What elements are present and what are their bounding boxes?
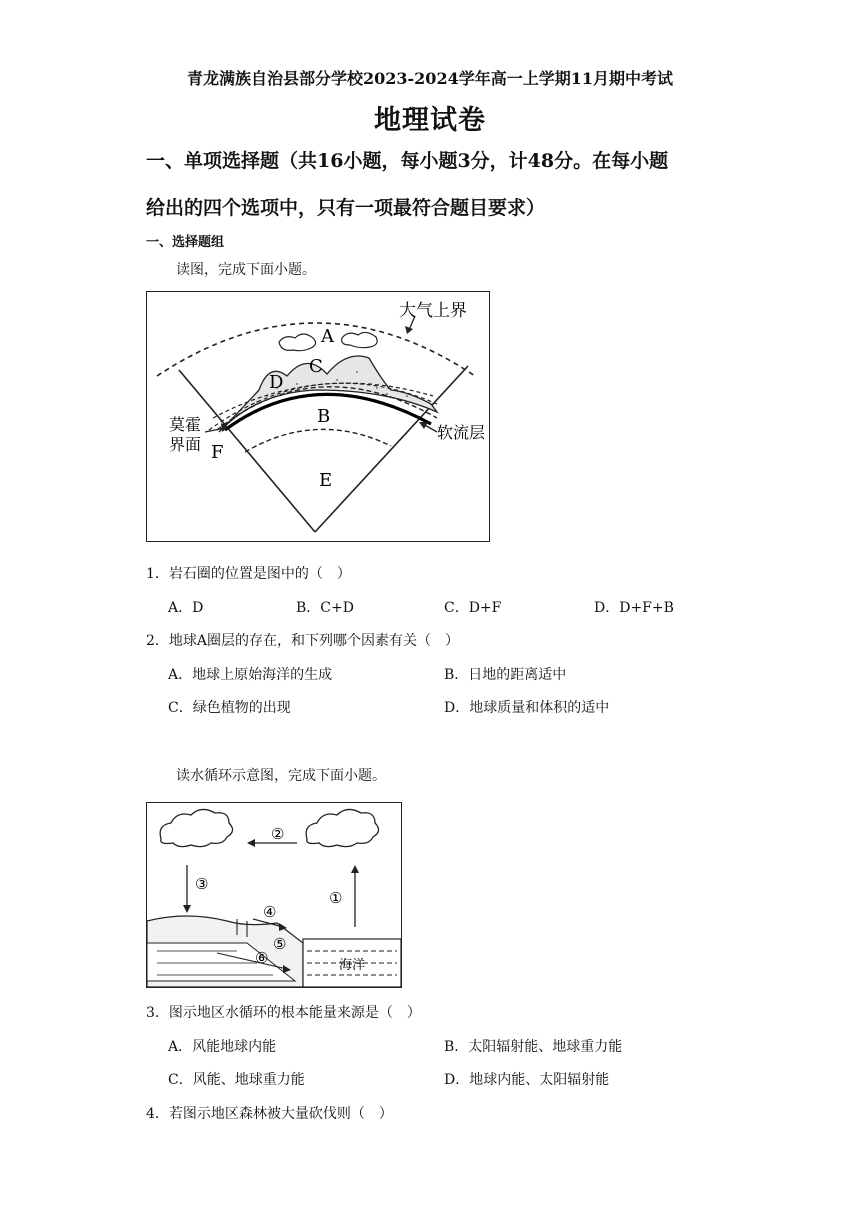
label-c: C (309, 356, 323, 377)
question-2-stem: 2．地球A圈层的存在，和下列哪个因素有关（ ） (146, 633, 460, 649)
question-2-option-a[interactable]: A．地球上原始海洋的生成 (168, 667, 333, 683)
question-4-stem: 4．若图示地区森林被大量砍伐则（ ） (146, 1106, 393, 1122)
question-1-option-a[interactable]: A．D (168, 600, 204, 616)
label-ocean: 海洋 (339, 958, 366, 973)
label-n4: ④ (263, 903, 277, 921)
label-asthenosphere: 软流层 (437, 423, 486, 442)
question-2-option-d[interactable]: D．地球质量和体积的适中 (444, 700, 610, 716)
exam-title: 地理试卷 (374, 105, 486, 136)
question-3-option-a[interactable]: A．风能地球内能 (168, 1039, 277, 1055)
label-b: B (317, 406, 331, 427)
question-3-option-c[interactable]: C．风能、地球重力能 (168, 1072, 305, 1088)
question-1-option-b[interactable]: B．C+D (296, 600, 354, 616)
label-f: F (211, 442, 224, 463)
question-1-option-d[interactable]: D．D+F+B (594, 600, 674, 616)
label-n1: ① (329, 889, 343, 907)
question-2-option-c[interactable]: C．绿色植物的出现 (168, 700, 291, 716)
label-moho-2: 界面 (169, 435, 202, 454)
section-heading-line2: 给出的四个选项中，只有一项最符合题目要求） (146, 197, 546, 219)
question-3-option-b[interactable]: B．太阳辐射能、地球重力能 (444, 1039, 623, 1055)
group1-intro: 读图，完成下面小题。 (176, 262, 316, 278)
label-n6: ⑥ (255, 949, 269, 967)
water-cycle-diagram (147, 803, 401, 987)
question-1-stem: 1．岩石圈的位置是图中的（ ） (146, 566, 351, 582)
earth-layers-figure (146, 291, 490, 542)
group2-intro: 读水循环示意图，完成下面小题。 (176, 768, 386, 784)
label-moho-1: 莫霍 (169, 415, 202, 434)
label-n3: ③ (195, 875, 209, 893)
label-d: D (269, 372, 284, 393)
label-atmosphere-top: 大气上界 (399, 301, 467, 321)
question-3-option-d[interactable]: D．地球内能、太阳辐射能 (444, 1072, 610, 1088)
question-2-option-b[interactable]: B．日地的距离适中 (444, 667, 567, 683)
section-heading-line1: 一、单项选择题（共16小题，每小题3分，计48分。在每小题 (146, 150, 669, 172)
group-label: 一、选择题组 (146, 235, 225, 250)
label-n5: ⑤ (273, 935, 287, 953)
label-a: A (321, 326, 334, 347)
question-3-stem: 3．图示地区水循环的根本能量来源是（ ） (146, 1005, 421, 1021)
label-e: E (319, 470, 333, 491)
earth-layers-diagram (147, 292, 489, 541)
water-cycle-figure (146, 802, 402, 988)
label-n2: ② (271, 825, 285, 843)
exam-school-line: 青龙满族自治县部分学校2023-2024学年高一上学期11月期中考试 (187, 69, 673, 88)
question-1-option-c[interactable]: C．D+F (444, 600, 502, 616)
